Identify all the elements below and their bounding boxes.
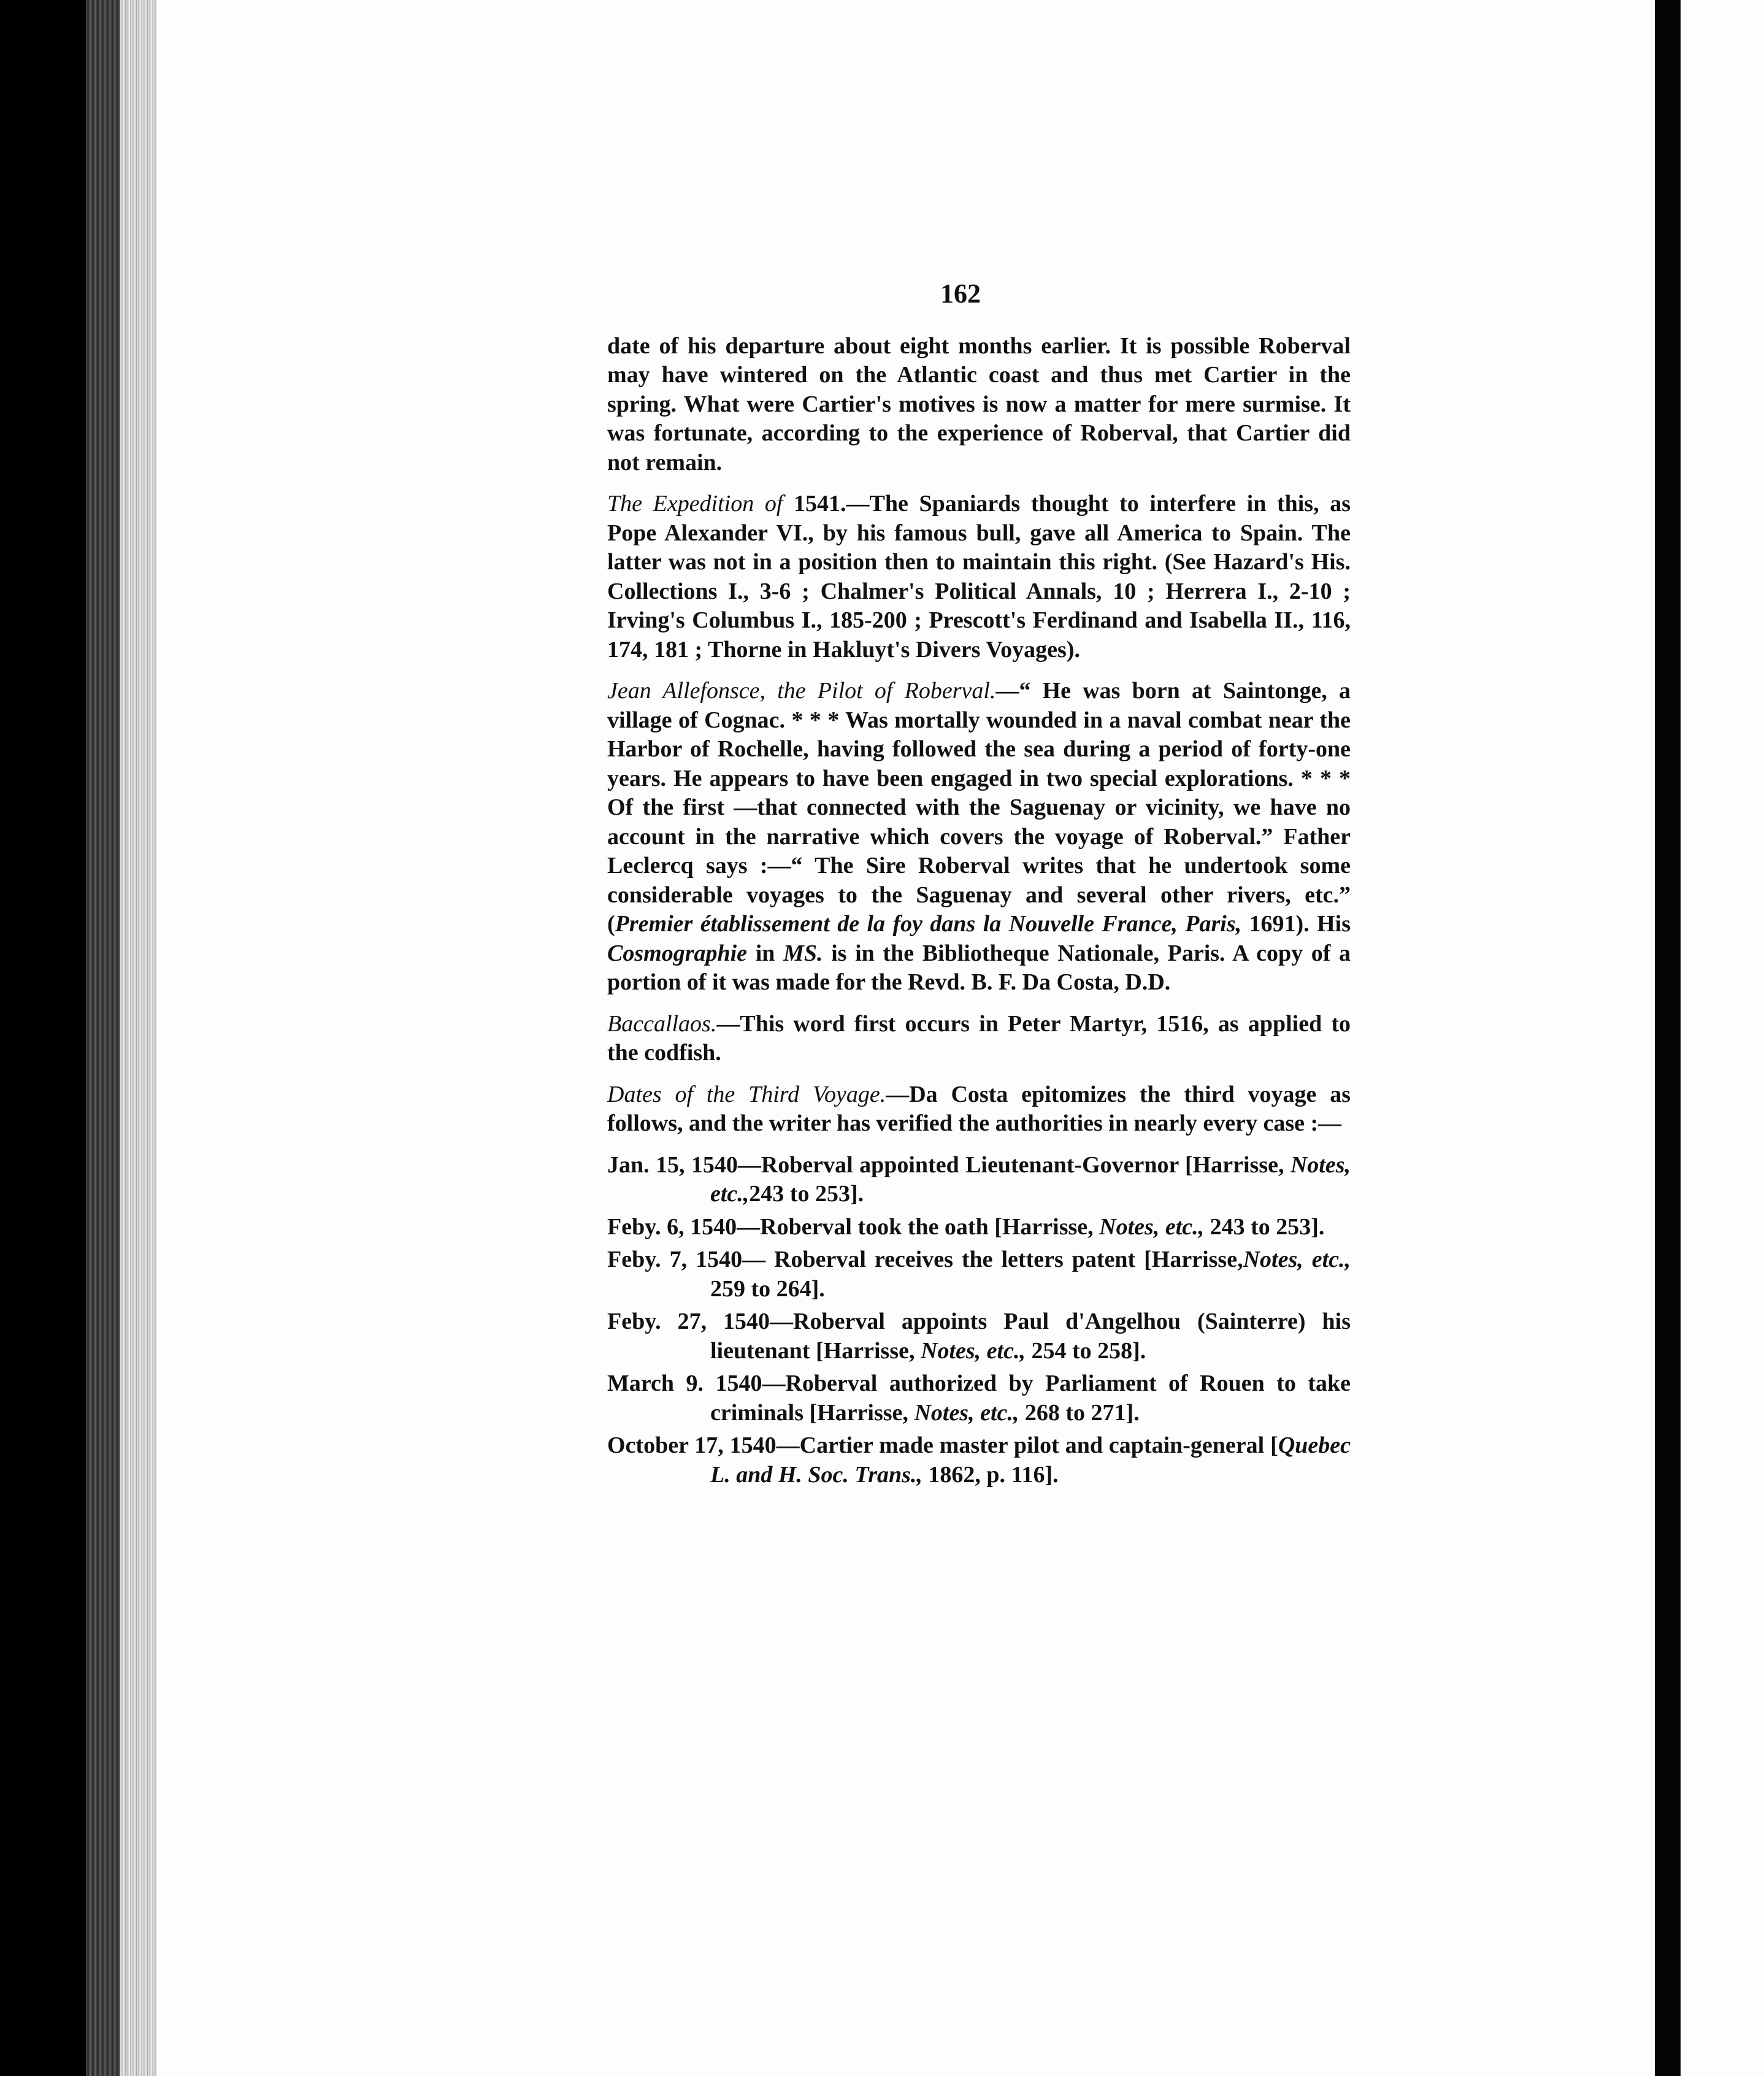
entry-text: — Roberval receives the letters patent [Harrisse, xyxy=(742,1247,1243,1272)
chronology-entry xyxy=(607,1369,1351,1428)
entry-pages: 243 to 253]. xyxy=(1210,1213,1325,1240)
page-text xyxy=(607,279,1351,1493)
paragraph-text: Of the first —that connected with the Saguenay or vicinity, we have no account in the narrative which covers the voyage of Roberval.” Father Leclercq says :—“ The Sire Roberval writes that he undertook some considerable voyages to the Saguenay and several other rivers, etc.” ( xyxy=(607,794,1351,937)
chronology-entry xyxy=(607,1213,1351,1242)
entry-pages: 259 to 264]. xyxy=(710,1275,825,1302)
citation-title: MS. xyxy=(783,940,823,966)
page-stack-edge xyxy=(120,0,159,2076)
paragraph-baccallaos xyxy=(607,1010,1351,1068)
entry-date: Feby. 7, 1540 xyxy=(607,1247,743,1272)
paragraph-text: —This word first occurs in Peter Martyr, 1516, as applied to the codfish. xyxy=(607,1010,1351,1066)
entry-pages: 254 to 258]. xyxy=(1031,1337,1146,1364)
paragraph-text: 1541.—The Spaniards thought to interfere in this, as Pope Alexander VI., by his famous bull, gave all America to Spain. The latter was not in a position then to maintain this right. (See Hazard's His. Collections I., 3-6 ; Chalmer's Political Annals, 10 ; Herrera I., 2-10 ; Irving's Columbus I., 185-200 ; Prescott's Ferdinand and Isabella II., 116, 174, 181 ; Thorne in Hakluyt's Divers Voyages). xyxy=(607,491,1351,663)
paragraph-text: in xyxy=(755,940,775,966)
paragraph-expedition-1541 xyxy=(607,490,1351,664)
entry-text: —Cartier made master pilot and captain-general [ xyxy=(776,1432,1278,1458)
page-gutter xyxy=(1655,0,1681,2076)
book-spine-edge xyxy=(86,0,123,2076)
entry-text: —Roberval appointed Lieutenant-Governor [Harrisse, xyxy=(737,1151,1284,1178)
facing-page-edge xyxy=(1681,0,1764,2076)
entry-text: —Roberval appoints Paul d'Angelhou (Sainterre) his lieutenant [Harrisse, xyxy=(710,1309,1351,1364)
chronology-entry xyxy=(607,1245,1351,1304)
paragraph-heading: Baccallaos. xyxy=(607,1010,717,1037)
paragraph-third-voyage-dates xyxy=(607,1080,1351,1139)
chronology-list xyxy=(607,1151,1351,1490)
entry-date: March 9. 1540 xyxy=(607,1371,762,1396)
paragraph-text: date of his departure about eight months earlier. It is possible Roberval may have wintered on the Atlantic coast and thus met Cartier in the spring. What were Cartier's motives is now a matter for mere surmise. It was fortunate, according to the experience of Roberval, that Cartier did not remain. xyxy=(607,333,1351,475)
chronology-entry xyxy=(607,1151,1351,1209)
entry-citation: Quebec L. and H. Soc. Trans., xyxy=(710,1432,1351,1488)
entry-citation: Notes, etc., xyxy=(921,1337,1026,1364)
paragraph-text: Was mortally wounded in a naval combat near the Harbor of Rochelle, having followed the sea during a period of forty-one years. He appears to have been engaged in two special explorations. xyxy=(607,707,1351,791)
entry-pages: 268 to 271]. xyxy=(1024,1399,1140,1426)
entry-citation: Notes, etc., xyxy=(1243,1247,1351,1272)
entry-date: Jan. 15, 1540 xyxy=(607,1151,738,1178)
entry-pages: 243 to 253]. xyxy=(749,1181,864,1207)
entry-citation: Notes, etc., xyxy=(1099,1213,1205,1240)
paragraph-text: —Da Costa epitomizes the third voyage as follows, and the writer has verified the authorities in nearly every case :— xyxy=(607,1081,1351,1136)
entry-text: —Roberval authorized by Parliament of Rouen to take criminals [Harrisse, xyxy=(710,1371,1351,1426)
entry-citation: Notes, etc., xyxy=(914,1399,1019,1426)
entry-date: Feby. 27, 1540 xyxy=(607,1309,770,1334)
paragraph-heading: Dates of the Third Voyage. xyxy=(607,1081,886,1107)
ellipsis-stars: * * * xyxy=(791,707,840,733)
chronology-entry xyxy=(607,1431,1351,1490)
paragraph-heading: Jean Allefonsce, the Pilot of Roberval. xyxy=(607,678,996,704)
page-number: 162 xyxy=(940,279,981,309)
paragraph-text: 1691). His xyxy=(1249,911,1351,937)
entry-text: —Roberval took the oath [Harrisse, xyxy=(737,1213,1094,1240)
ellipsis-stars: * * * xyxy=(1300,765,1351,791)
entry-date: October 17, 1540 xyxy=(607,1432,777,1458)
paragraph-roberval-departure xyxy=(607,332,1351,478)
citation-title: Cosmographie xyxy=(607,940,748,966)
entry-citation: Notes, etc., xyxy=(710,1151,1351,1207)
paragraph-text: is in the Bibliotheque Nationale, Paris. A copy of a portion of it was made for the Revd. B. F. Da Costa, D.D. xyxy=(607,940,1351,995)
paragraph-jean-allefonsce xyxy=(607,677,1351,998)
paragraph-heading: The Expedition of xyxy=(607,491,783,517)
citation-title: Premier établissement de la foy dans la Nouvelle France, Paris, xyxy=(615,911,1242,937)
entry-pages: 1862, p. 116]. xyxy=(928,1461,1059,1488)
paragraph-text: —“ He was born at Saintonge, a village of Cognac. xyxy=(607,678,1351,733)
entry-date: Feby. 6, 1540 xyxy=(607,1213,737,1240)
chronology-entry xyxy=(607,1307,1351,1366)
